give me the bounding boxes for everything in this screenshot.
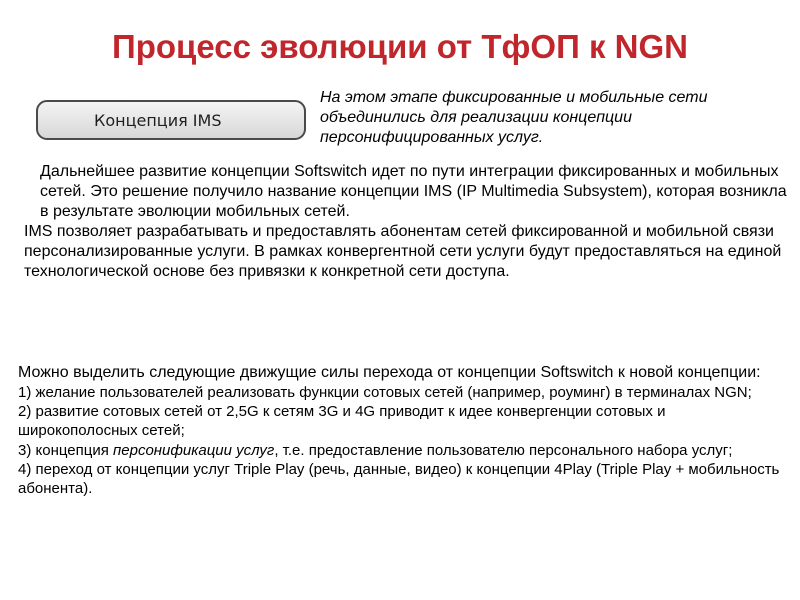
driver-item-1: 1) желание пользователей реализовать функции сотовых сетей (например, роуминг) в терминалах NGN; bbox=[18, 384, 752, 401]
intro-text-block bbox=[18, 162, 788, 282]
ims-paragraph: IMS позволяет разрабатывать и предоставлять абонентам сетей фиксированной и мобильной связи персонализированные услуги. В рамках конвергентной сети услуги будут предоставляться на единой технологической основе без привязки к конкретной сети доступа. bbox=[24, 223, 782, 280]
ims-concept-badge bbox=[36, 100, 306, 140]
drivers-block bbox=[18, 363, 788, 498]
page-title: Процесс эволюции от ТфОП к NGN bbox=[112, 28, 688, 65]
stage-note: На этом этапе фиксированные и мобильные сети объединились для реализации концепции персонифицированных услуг. bbox=[320, 89, 708, 146]
driver-item-2: 2) развитие сотовых сетей от 2,5G к сетям 3G и 4G приводит к идее конвергенции сотовых и широкополосных сетей; bbox=[18, 403, 666, 440]
drivers-intro: Можно выделить следующие движущие силы перехода от концепции Softswitch к новой концепции: bbox=[18, 364, 761, 381]
driver-item-3-prefix: 3) концепция bbox=[18, 441, 114, 459]
drivers-list bbox=[18, 383, 788, 498]
driver-item-3-emphasis: персонификации услуг bbox=[113, 441, 275, 459]
driver-item-3 bbox=[18, 441, 788, 460]
ims-concept-label: Концепция IMS bbox=[94, 110, 222, 130]
softswitch-paragraph: Дальнейшее развитие концепции Softswitch идет по пути интеграции фиксированных и мобильных сетей. Это решение получило название концепции IMS (IP Multimedia Subsystem), которая возникла в результате эволюции мобильных сетей. bbox=[40, 163, 787, 220]
driver-item-3-suffix: , т.е. предоставление пользователю персонального набора услуг; bbox=[274, 441, 733, 459]
driver-item-4: 4) переход от концепции услуг Triple Play (речь, данные, видео) к концепции 4Play (Triple Play + мобильность абонента). bbox=[18, 460, 780, 498]
